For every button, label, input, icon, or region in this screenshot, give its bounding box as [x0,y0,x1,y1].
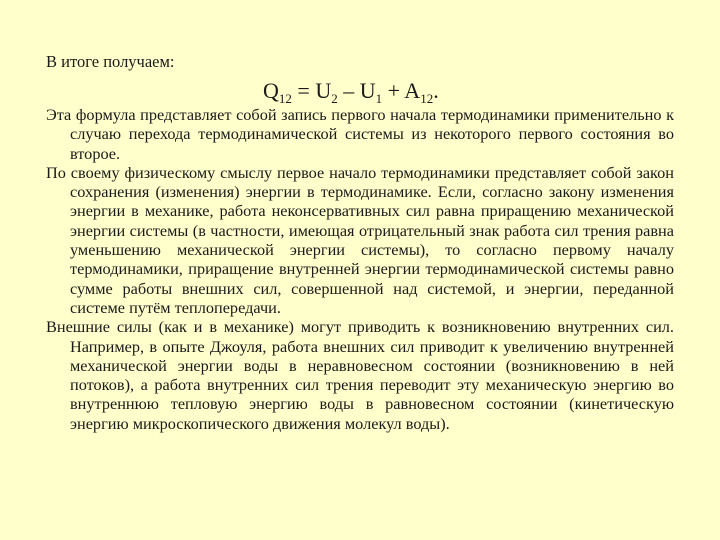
intro-text: В итоге получаем: [46,52,175,71]
formula-q: Q [263,78,279,103]
body-text [46,105,674,433]
paragraph-external-forces: Внешние силы (как и в механике) могут приводить к возникновению внутренних сил. Например, в опыте Джоуля, работа внешних сил приводит к увеличению внутренней механической энергии воды в неравновесном состоянии (возникновению в ней потоков), а работа внутренних сил трения переводит эту механическую энергию во внутреннюю тепловую энергию воды в равновесном состоянии (кинетическую энергию микроскопического движения молекул воды). [46,317,674,433]
formula-minus: – [337,78,360,103]
formula-plus: + [382,78,405,103]
paragraph-physical-meaning: По своему физическому смыслу первое начало термодинамики представляет собой закон сохранения (изменения) энергии в термодинамике. Если, согласно закону изменения энергии в механике, работа неконсервативных сил равна приращению механической энергии системы (в частности, имеющая отрицательный знак работа сил трения равна уменьшению механической энергии системы), то согласно первому началу термодинамики, приращение внутренней энергии термодинамической системы равно сумме работы внешних сил, совершенной над системой, и энергии, переданной системе путём теплопередачи. [46,162,674,317]
formula-eq: = [291,78,316,103]
formula-a-sub: 12 [420,91,434,106]
formula-u1-sub: 1 [375,91,383,106]
formula-q-sub: 12 [278,91,292,106]
paragraph-formula-meaning: Эта формула представляет собой запись первого начала термодинамики применительно к случаю перехода термодинамической системы из некоторого первого состояния во второе. [46,105,674,163]
formula-a: A [404,78,421,103]
formula-u2: U [315,78,332,103]
formula-u1: U [359,78,376,103]
formula-u2-sub: 2 [331,91,338,106]
formula-end: . [433,78,439,103]
